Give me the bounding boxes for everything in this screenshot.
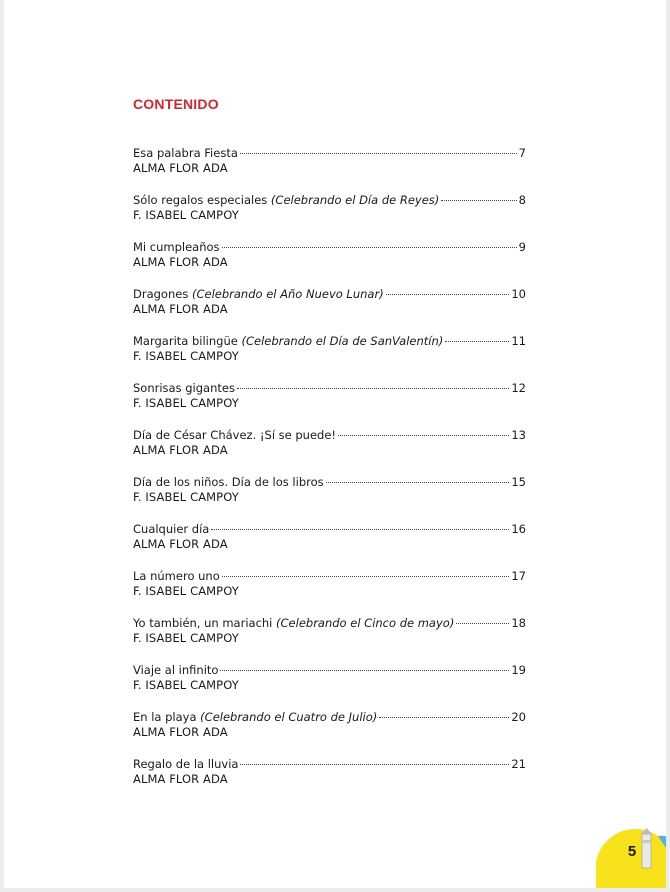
dot-leader: [379, 717, 509, 718]
toc-entry-author: F. ISABEL CAMPOY: [133, 584, 239, 598]
toc-entry-line: [133, 381, 526, 396]
dot-leader: [240, 153, 517, 154]
dot-leader: [456, 623, 509, 624]
toc-entry-author: ALMA FLOR ADA: [133, 302, 228, 316]
toc-entry: [133, 710, 526, 757]
toc-title-text: Viaje al infinito: [133, 663, 219, 677]
table-of-contents: [133, 146, 526, 804]
toc-entry: [133, 334, 526, 381]
toc-page-number: 10: [511, 287, 526, 301]
toc-title-text: Día de César Chávez. ¡Sí se puede!: [133, 428, 337, 442]
toc-entry: [133, 287, 526, 334]
toc-title-text: Regalo de la lluvia: [133, 757, 239, 771]
dot-leader: [445, 341, 509, 342]
toc-page-number: 13: [511, 428, 526, 442]
toc-entry-author: F. ISABEL CAMPOY: [133, 678, 239, 692]
toc-entry: [133, 428, 526, 475]
toc-entry-line: [133, 710, 526, 725]
toc-entry: [133, 569, 526, 616]
toc-page-number: 11: [511, 334, 526, 348]
dot-leader: [220, 670, 509, 671]
toc-entry-author: ALMA FLOR ADA: [133, 725, 228, 739]
toc-title-text: Sólo regalos especiales: [133, 193, 271, 207]
toc-title-text: Mi cumpleaños: [133, 240, 220, 254]
toc-entry-line: [133, 475, 526, 490]
dot-leader: [326, 482, 510, 483]
toc-page-number: 7: [518, 146, 526, 160]
toc-entry-line: [133, 287, 526, 302]
toc-entry-title: [133, 381, 235, 396]
toc-entry-author: F. ISABEL CAMPOY: [133, 349, 239, 363]
contents-heading: CONTENIDO: [133, 96, 219, 112]
toc-entry-title: [133, 146, 238, 161]
toc-page-number: 18: [511, 616, 526, 630]
page-number-badge: [596, 828, 666, 888]
toc-page-number: 17: [511, 569, 526, 583]
toc-page-number: 20: [511, 710, 526, 724]
dot-leader: [237, 388, 509, 389]
toc-entry-line: [133, 146, 526, 161]
toc-page-number: 9: [518, 240, 526, 254]
toc-entry: [133, 522, 526, 569]
toc-entry: [133, 193, 526, 240]
toc-page-number: 12: [511, 381, 526, 395]
toc-entry-author: ALMA FLOR ADA: [133, 443, 228, 457]
dot-leader: [240, 764, 509, 765]
toc-title-text: Cualquier día: [133, 522, 210, 536]
toc-page-number: 21: [511, 757, 526, 771]
toc-entry-title: [133, 522, 209, 537]
toc-entry-title: [133, 616, 454, 631]
toc-title-text: La número uno: [133, 569, 220, 583]
toc-entry: [133, 381, 526, 428]
toc-title-text: Día de los niños. Día de los libros: [133, 475, 324, 489]
toc-title-text: Dragones: [133, 287, 192, 301]
toc-entry-author: ALMA FLOR ADA: [133, 255, 228, 269]
page-number: 5: [627, 843, 637, 860]
toc-title-subtitle: (Celebrando el Día de Reyes): [270, 193, 440, 207]
dot-leader: [338, 435, 509, 436]
toc-title-subtitle: (Celebrando el Día de SanValentín): [241, 334, 444, 348]
toc-entry-author: ALMA FLOR ADA: [133, 772, 228, 786]
toc-entry-title: [133, 710, 377, 725]
toc-entry-line: [133, 569, 526, 584]
toc-entry-line: [133, 757, 526, 772]
toc-entry-title: [133, 569, 220, 584]
toc-entry: [133, 663, 526, 710]
toc-entry-author: F. ISABEL CAMPOY: [133, 396, 239, 410]
toc-entry: [133, 616, 526, 663]
toc-page-number: 19: [511, 663, 526, 677]
toc-page-number: 8: [518, 193, 526, 207]
toc-title-text: Yo también, un mariachi: [133, 616, 277, 630]
toc-entry-title: [133, 334, 443, 349]
toc-entry-author: F. ISABEL CAMPOY: [133, 490, 239, 504]
toc-entry-line: [133, 334, 526, 349]
toc-title-subtitle: (Celebrando el Cuatro de Julio): [200, 710, 378, 724]
toc-title-subtitle: (Celebrando el Año Nuevo Lunar): [191, 287, 384, 301]
toc-entry: [133, 757, 526, 804]
toc-entry-author: ALMA FLOR ADA: [133, 537, 228, 551]
toc-entry-author: F. ISABEL CAMPOY: [133, 631, 239, 645]
toc-title-text: Sonrisas gigantes: [133, 381, 235, 395]
dot-leader: [222, 576, 510, 577]
toc-entry: [133, 240, 526, 287]
toc-entry-title: [133, 287, 384, 302]
book-page: [4, 0, 666, 888]
toc-entry-line: [133, 428, 526, 443]
toc-entry-author: F. ISABEL CAMPOY: [133, 208, 239, 222]
toc-entry: [133, 475, 526, 522]
dot-leader: [386, 294, 510, 295]
toc-title-text: En la playa: [133, 710, 201, 724]
toc-title-text: Esa palabra Fiesta: [133, 146, 238, 160]
toc-entry-title: [133, 193, 439, 208]
toc-entry-author: ALMA FLOR ADA: [133, 161, 228, 175]
toc-entry: [133, 146, 526, 193]
toc-entry-line: [133, 193, 526, 208]
dot-leader: [441, 200, 516, 201]
toc-entry-line: [133, 522, 526, 537]
toc-page-number: 15: [511, 475, 526, 489]
toc-title-subtitle: (Celebrando el Cinco de mayo): [276, 616, 455, 630]
toc-entry-title: [133, 663, 218, 678]
toc-entry-title: [133, 240, 220, 255]
toc-page-number: 16: [511, 522, 526, 536]
toc-entry-line: [133, 240, 526, 255]
toc-entry-title: [133, 475, 324, 490]
toc-entry-line: [133, 616, 526, 631]
toc-title-text: Margarita bilingüe: [133, 334, 242, 348]
dot-leader: [211, 529, 509, 530]
toc-entry-title: [133, 757, 238, 772]
toc-entry-title: [133, 428, 336, 443]
toc-entry-line: [133, 663, 526, 678]
dot-leader: [222, 247, 517, 248]
